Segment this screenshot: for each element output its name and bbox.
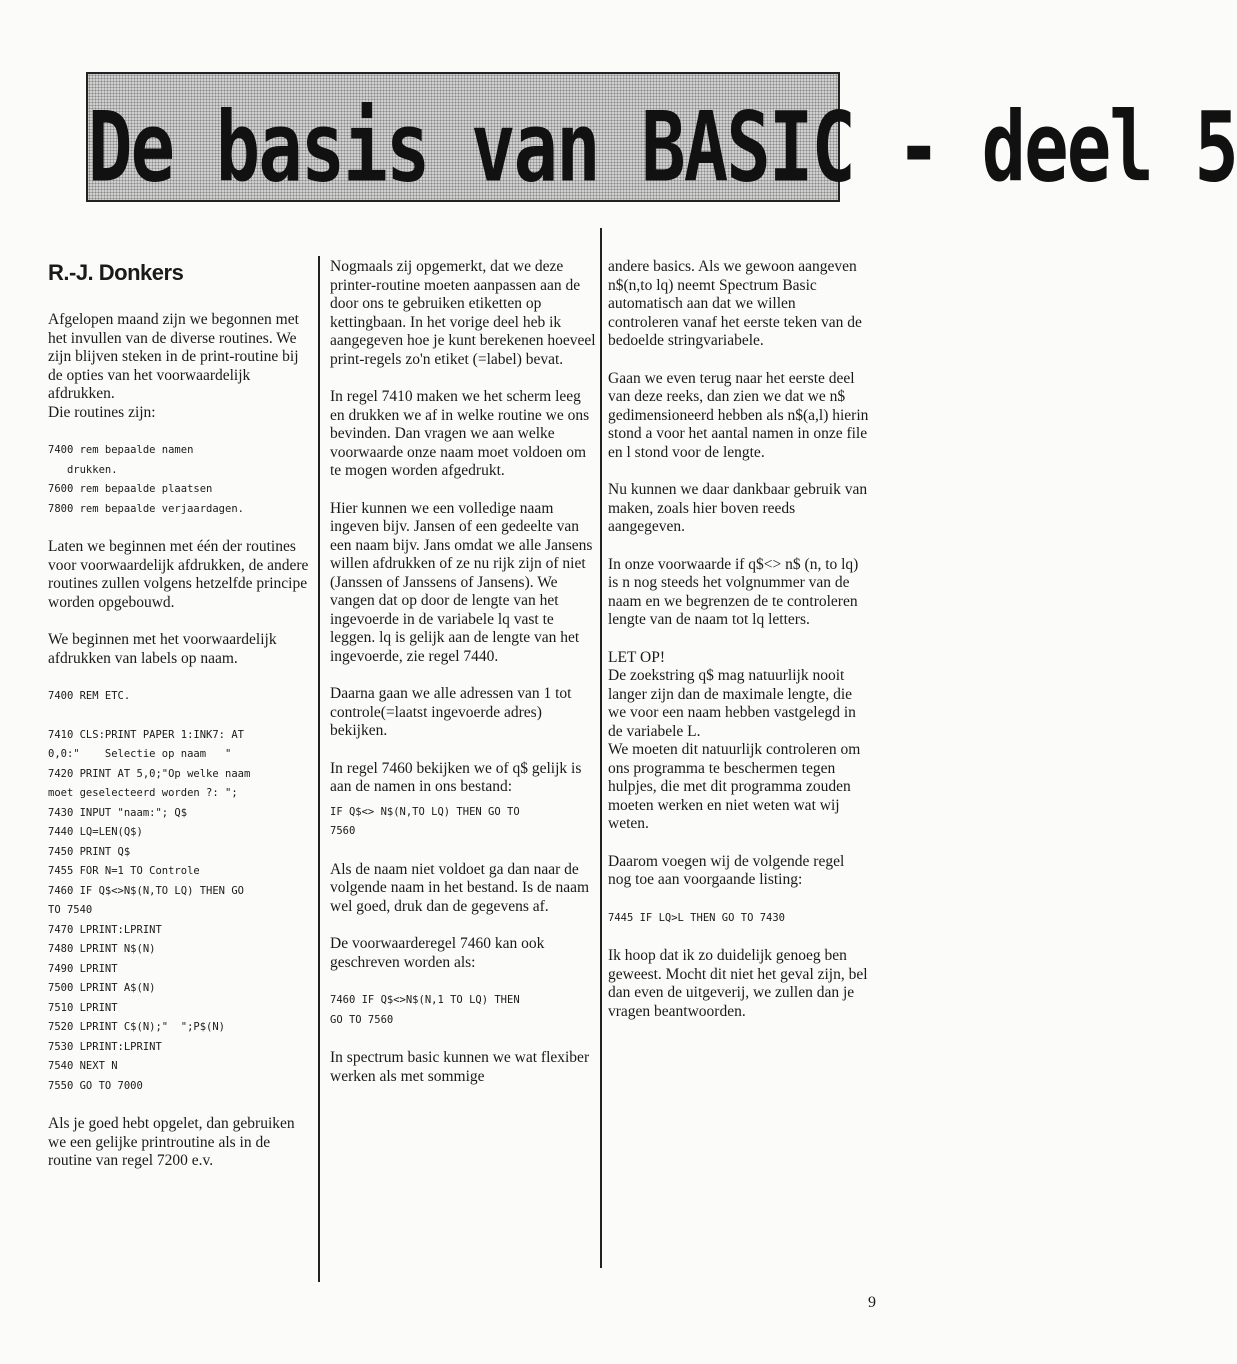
code-line: 7560: [330, 825, 356, 837]
code-listing: [48, 726, 310, 1097]
paragraph: In spectrum basic kunnen we wat flexiber werken als met sommige: [330, 1049, 590, 1085]
paragraph: Als je goed hebt opgelet, dan gebruiken we een gelijke printroutine als in de routine van regel 7200 e.v.: [48, 1115, 295, 1169]
code-line: 7540 NEXT N: [48, 1060, 118, 1072]
column-1: [48, 311, 310, 1190]
code-line: GO TO 7560: [330, 1013, 394, 1026]
code-line: 7450 PRINT Q$: [48, 845, 131, 858]
code-listing: [608, 909, 870, 929]
code-line: 7490 LPRINT: [48, 962, 118, 975]
page-number: 9: [868, 1294, 876, 1311]
code-line: 0,0:" Selectie op naam ": [48, 748, 232, 760]
warning-heading: LET OP!: [608, 648, 665, 666]
paragraph: Nu kunnen we daar dankbaar gebruik van maken, zoals hier boven reeds aangegeven.: [608, 481, 868, 535]
paragraph: In regel 7460 bekijken we of q$ gelijk is aan de namen in ons bestand:: [330, 759, 582, 795]
code-line: IF Q$<> N$(N,TO LQ) THEN GO TO: [330, 805, 520, 818]
code-line: 7460 IF Q$<>N$(N,1 TO LQ) THEN: [330, 994, 520, 1006]
paragraph: andere basics. Als we gewoon aangeven n$(n,to lq) neemt Spectrum Basic automatisch aan dat we willen controleren vanaf het eerste teken van de bedoelde stringvariabele.: [608, 258, 862, 349]
code-line: 7520 LPRINT C$(N);" ";P$(N): [48, 1021, 226, 1033]
code-listing: [48, 687, 310, 707]
code-line: 7530 LPRINT:LPRINT: [48, 1040, 162, 1053]
code-line: TO 7540: [48, 904, 93, 916]
code-line: 7470 LPRINT:LPRINT: [48, 923, 162, 936]
code-listing: [330, 803, 598, 842]
column-3: [608, 258, 870, 1040]
paragraph: In onze voorwaarde if q$<> n$ (n, to lq) is n nog steeds het volgnummer van de naam en we begrenzen de te controleren lengte van de naam tot lq letters.: [608, 555, 859, 628]
column-2: [330, 258, 598, 1105]
code-line: 7430 INPUT "naam:"; Q$: [48, 806, 188, 819]
code-listing: [48, 441, 310, 519]
paragraph: Gaan we even terug naar het eerste deel van deze reeks, dan zien we dat we n$ gedimensioneerd hebben als n$(a,l) hierin stond a voor het aantal namen in onze file en l stond voor de lengte.: [608, 369, 869, 461]
code-line: 7510 LPRINT: [48, 1001, 118, 1014]
code-line: moet geselecteerd worden ?: ";: [48, 787, 238, 799]
code-line: 7800 rem bepaalde verjaardagen.: [48, 502, 244, 515]
code-line: 7480 LPRINT N$(N): [48, 943, 156, 955]
paragraph: Als de naam niet voldoet ga dan naar de volgende naam in het bestand. Is de naam wel goed, druk dan de gegevens af.: [330, 860, 590, 915]
code-line: 7455 FOR N=1 TO Controle: [48, 865, 200, 877]
code-line: 7500 LPRINT A$(N): [48, 982, 156, 994]
paragraph: De voorwaarderegel 7460 kan ook geschreven worden als:: [330, 935, 545, 971]
column-divider-left: [318, 256, 320, 1282]
code-line: 7400 rem bepaalde namen: [48, 444, 194, 456]
title-banner: [86, 72, 1237, 204]
paragraph: Daarom voegen wij de volgende regel nog toe aan voorgaande listing:: [608, 852, 845, 888]
paragraph: Laten we beginnen met één der routines voor voorwaardelijk afdrukken, de andere routines zullen volgens hetzelfde principe worden opgebouwd.: [48, 538, 309, 611]
code-line: 7440 LQ=LEN(Q$): [48, 826, 143, 838]
code-line: 7460 IF Q$<>N$(N,TO LQ) THEN GO: [48, 884, 244, 897]
column-divider-right: [600, 228, 602, 1268]
code-line: 7400 REM ETC.: [48, 690, 131, 702]
code-line: 7550 GO TO 7000: [48, 1079, 143, 1092]
code-listing: [330, 991, 598, 1030]
paragraph: We beginnen met het voorwaardelijk afdrukken van labels op naam.: [48, 631, 277, 667]
code-line: 7445 IF LQ>L THEN GO TO 7430: [608, 911, 786, 924]
page-title: De basis van BASIC - deel 5: [88, 92, 1237, 204]
code-line: drukken.: [48, 463, 118, 476]
paragraph: In regel 7410 maken we het scherm leeg en drukken we af in welke routine we ons bevinden. Dan vragen we aan welke voorwaarde onze naam moet voldoen om te mogen worden afgedrukt.: [330, 388, 590, 479]
code-line: 7600 rem bepaalde plaatsen: [48, 483, 213, 495]
code-line: 7420 PRINT AT 5,0;"Op welke naam: [48, 767, 251, 780]
paragraph: LET OP! De zoekstring q$ mag natuurlijk nooit langer zijn dan de maximale lengte, die we voor een naam hebben vastgelegd in de variabele L.: [608, 648, 856, 740]
paragraph: Afgelopen maand zijn we begonnen met het invullen van de diverse routines. We zijn blijven steken in de print-routine bij de opties van het voorwaardelijk afdrukken. Die routines zijn:: [48, 311, 299, 421]
paragraph: Hier kunnen we een volledige naam ingeven bijv. Jansen of een gedeelte van een naam bijv. Jans omdat we alle Jansens willen afdrukken of ze nu rijk zijn of niet (Janssen of Janssens of Jansens). We vangen dat op door de lengte van het ingevoerde in de variabele lq vast te leggen. lq is gelijk aan de lengte van het ingevoerde, zie regel 7440.: [330, 499, 593, 665]
code-line: 7410 CLS:PRINT PAPER 1:INK7: AT: [48, 728, 244, 741]
author-name: R.-J. Donkers: [48, 260, 184, 285]
paragraph: We moeten dit natuurlijk controleren om ons programma te beschermen tegen hulpjes, die met dit programma zouden moeten werken en niet weten wat wij weten.: [608, 741, 861, 832]
paragraph: Nogmaals zij opgemerkt, dat we deze printer-routine moeten aanpassen aan de door ons te gebruiken etiketten op kettingbaan. In het vorige deel heb ik aangegeven hoe je kunt berekenen hoeveel print-regels zo'n etiket (=label) bevat.: [330, 258, 596, 368]
paragraph: Daarna gaan we alle adressen van 1 tot controle(=laatst ingevoerde adres) bekijken.: [330, 685, 572, 739]
paragraph: Ik hoop dat ik zo duidelijk genoeg ben geweest. Mocht dit niet het geval zijn, bel dan even de uitgeverij, we zullen dan je vragen beantwoorden.: [608, 947, 868, 1020]
